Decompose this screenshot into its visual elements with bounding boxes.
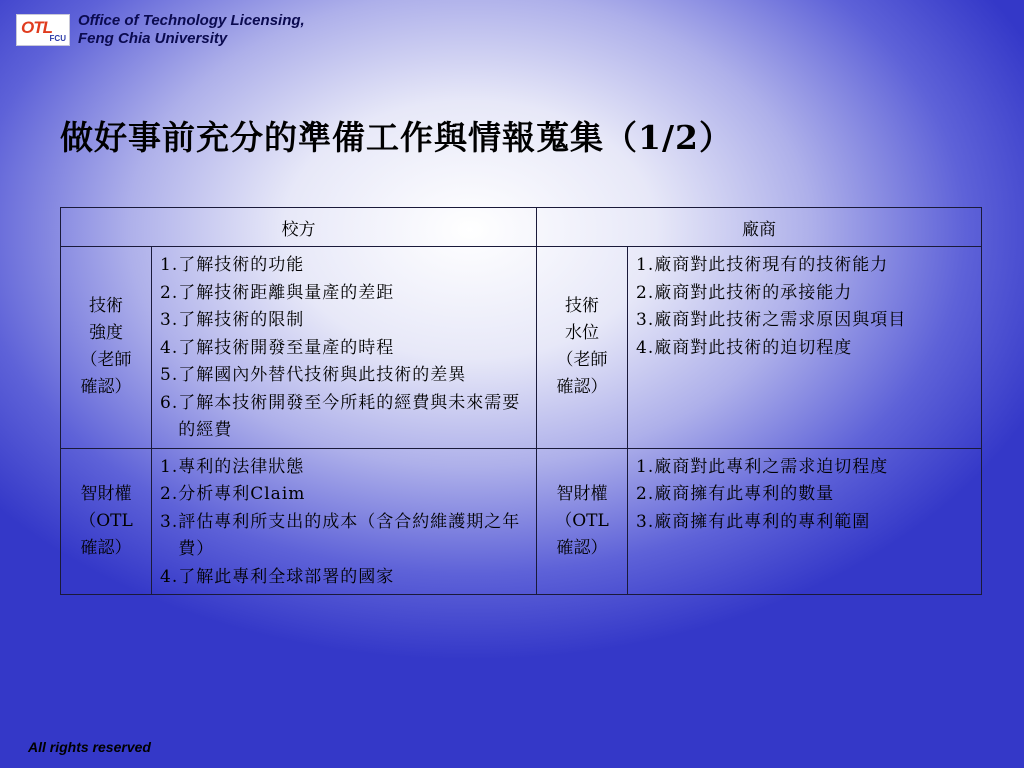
list-item: [636, 252, 975, 280]
school-column-header: 校方: [61, 208, 537, 247]
item-text: 廠商對此技術的承接能力: [654, 282, 853, 303]
item-number: 3.: [160, 310, 179, 330]
list-item: [160, 564, 530, 592]
item-text: 廠商對此技術現有的技術能力: [654, 255, 889, 275]
header: [16, 12, 305, 48]
item-text: 評估專利所支出的成本（含合約維護期之年費）: [178, 511, 521, 559]
item-number: 1.: [160, 456, 179, 477]
list-item: [636, 307, 975, 335]
item-text: 廠商擁有此專利的專利範圍: [654, 511, 871, 532]
row-label-line: （老師: [556, 350, 608, 371]
item-text: 了解技術的限制: [178, 310, 305, 330]
org-line-1: Office of Technology Licensing,: [78, 12, 305, 29]
row-label-line: 水位: [565, 323, 599, 344]
list-item: [160, 280, 530, 308]
item-text: 專利的法律狀態: [178, 456, 305, 477]
footer-copyright: All rights reserved: [28, 739, 151, 755]
vendor-items-cell: [628, 448, 982, 595]
list-item: [160, 307, 530, 335]
logo-text: OTL: [21, 18, 52, 37]
item-number: 1.: [160, 255, 179, 275]
row-label-line: 智財權: [80, 483, 132, 504]
row-label-line: 智財權: [556, 483, 608, 504]
item-number: 2.: [636, 282, 655, 303]
org-line-2: Feng Chia University: [78, 30, 228, 47]
otl-logo: [16, 14, 70, 46]
item-text: 了解本技術開發至今所耗的經費與未來需要的經費: [178, 392, 521, 440]
row-label-line: 確認）: [556, 537, 608, 558]
school-row-label: [61, 448, 152, 595]
list-item: [636, 280, 975, 308]
school-row-label: [61, 247, 152, 449]
row-label-line: 技術: [89, 296, 123, 317]
comparison-table: [60, 207, 982, 595]
item-text: 廠商對此技術之需求原因與項目: [654, 310, 907, 330]
table-row: [61, 247, 982, 449]
item-number: 3.: [160, 511, 179, 532]
item-number: 5.: [160, 365, 179, 385]
item-text: 了解國內外替代技術與此技術的差異: [178, 365, 467, 385]
row-label-line: 確認）: [80, 377, 132, 398]
table-header-row: [61, 208, 982, 247]
table-row: [61, 448, 982, 595]
row-label-line: （OTL: [79, 510, 133, 531]
row-label-line: 技術: [565, 296, 599, 317]
item-text: 廠商擁有此專利的數量: [654, 484, 835, 504]
list-item: [636, 454, 975, 482]
row-label-line: 確認）: [80, 537, 132, 558]
list-item: [160, 481, 530, 509]
item-number: 2.: [160, 282, 179, 303]
item-number: 4.: [160, 337, 179, 358]
school-items-cell: [152, 247, 537, 449]
item-text: 廠商對此技術的迫切程度: [654, 337, 853, 358]
list-item: [160, 509, 530, 564]
slide-title: 做好事前充分的準備工作與情報蒐集（1/2）: [60, 118, 733, 157]
list-item: [160, 335, 530, 363]
list-item: [636, 509, 975, 537]
item-number: 4.: [636, 337, 655, 358]
list-item: [160, 252, 530, 280]
row-label-line: 強度: [89, 323, 123, 344]
list-item: [636, 481, 975, 509]
item-number: 1.: [636, 255, 655, 275]
item-number: 1.: [636, 456, 655, 477]
logo-subtext: FCU: [49, 34, 66, 43]
item-text: 了解技術距離與量產的差距: [178, 282, 395, 303]
list-item: [636, 335, 975, 363]
vendor-row-label: [537, 247, 628, 449]
list-item: [160, 454, 530, 482]
vendor-column-header: 廠商: [537, 208, 982, 247]
item-text: 了解此專利全球部署的國家: [178, 566, 395, 587]
school-items-cell: [152, 448, 537, 595]
row-label-line: 確認）: [556, 377, 608, 398]
vendor-item-list: [636, 252, 975, 362]
item-text: 了解技術的功能: [178, 255, 305, 275]
row-label-line: （OTL: [555, 510, 609, 531]
organization-name: [78, 12, 305, 48]
item-text: 分析專利Claim: [178, 484, 306, 504]
vendor-items-cell: [628, 247, 982, 449]
item-text: 廠商對此專利之需求迫切程度: [654, 456, 889, 477]
school-item-list: [160, 252, 530, 445]
vendor-item-list: [636, 454, 975, 537]
list-item: [160, 362, 530, 390]
item-text: 了解技術開發至量產的時程: [178, 337, 395, 358]
list-item: [160, 390, 530, 445]
item-number: 4.: [160, 566, 179, 587]
item-number: 6.: [160, 392, 179, 413]
item-number: 3.: [636, 310, 655, 330]
item-number: 2.: [636, 484, 655, 504]
row-label-line: （老師: [80, 350, 132, 371]
school-item-list: [160, 454, 530, 592]
item-number: 2.: [160, 484, 179, 504]
item-number: 3.: [636, 511, 655, 532]
vendor-row-label: [537, 448, 628, 595]
